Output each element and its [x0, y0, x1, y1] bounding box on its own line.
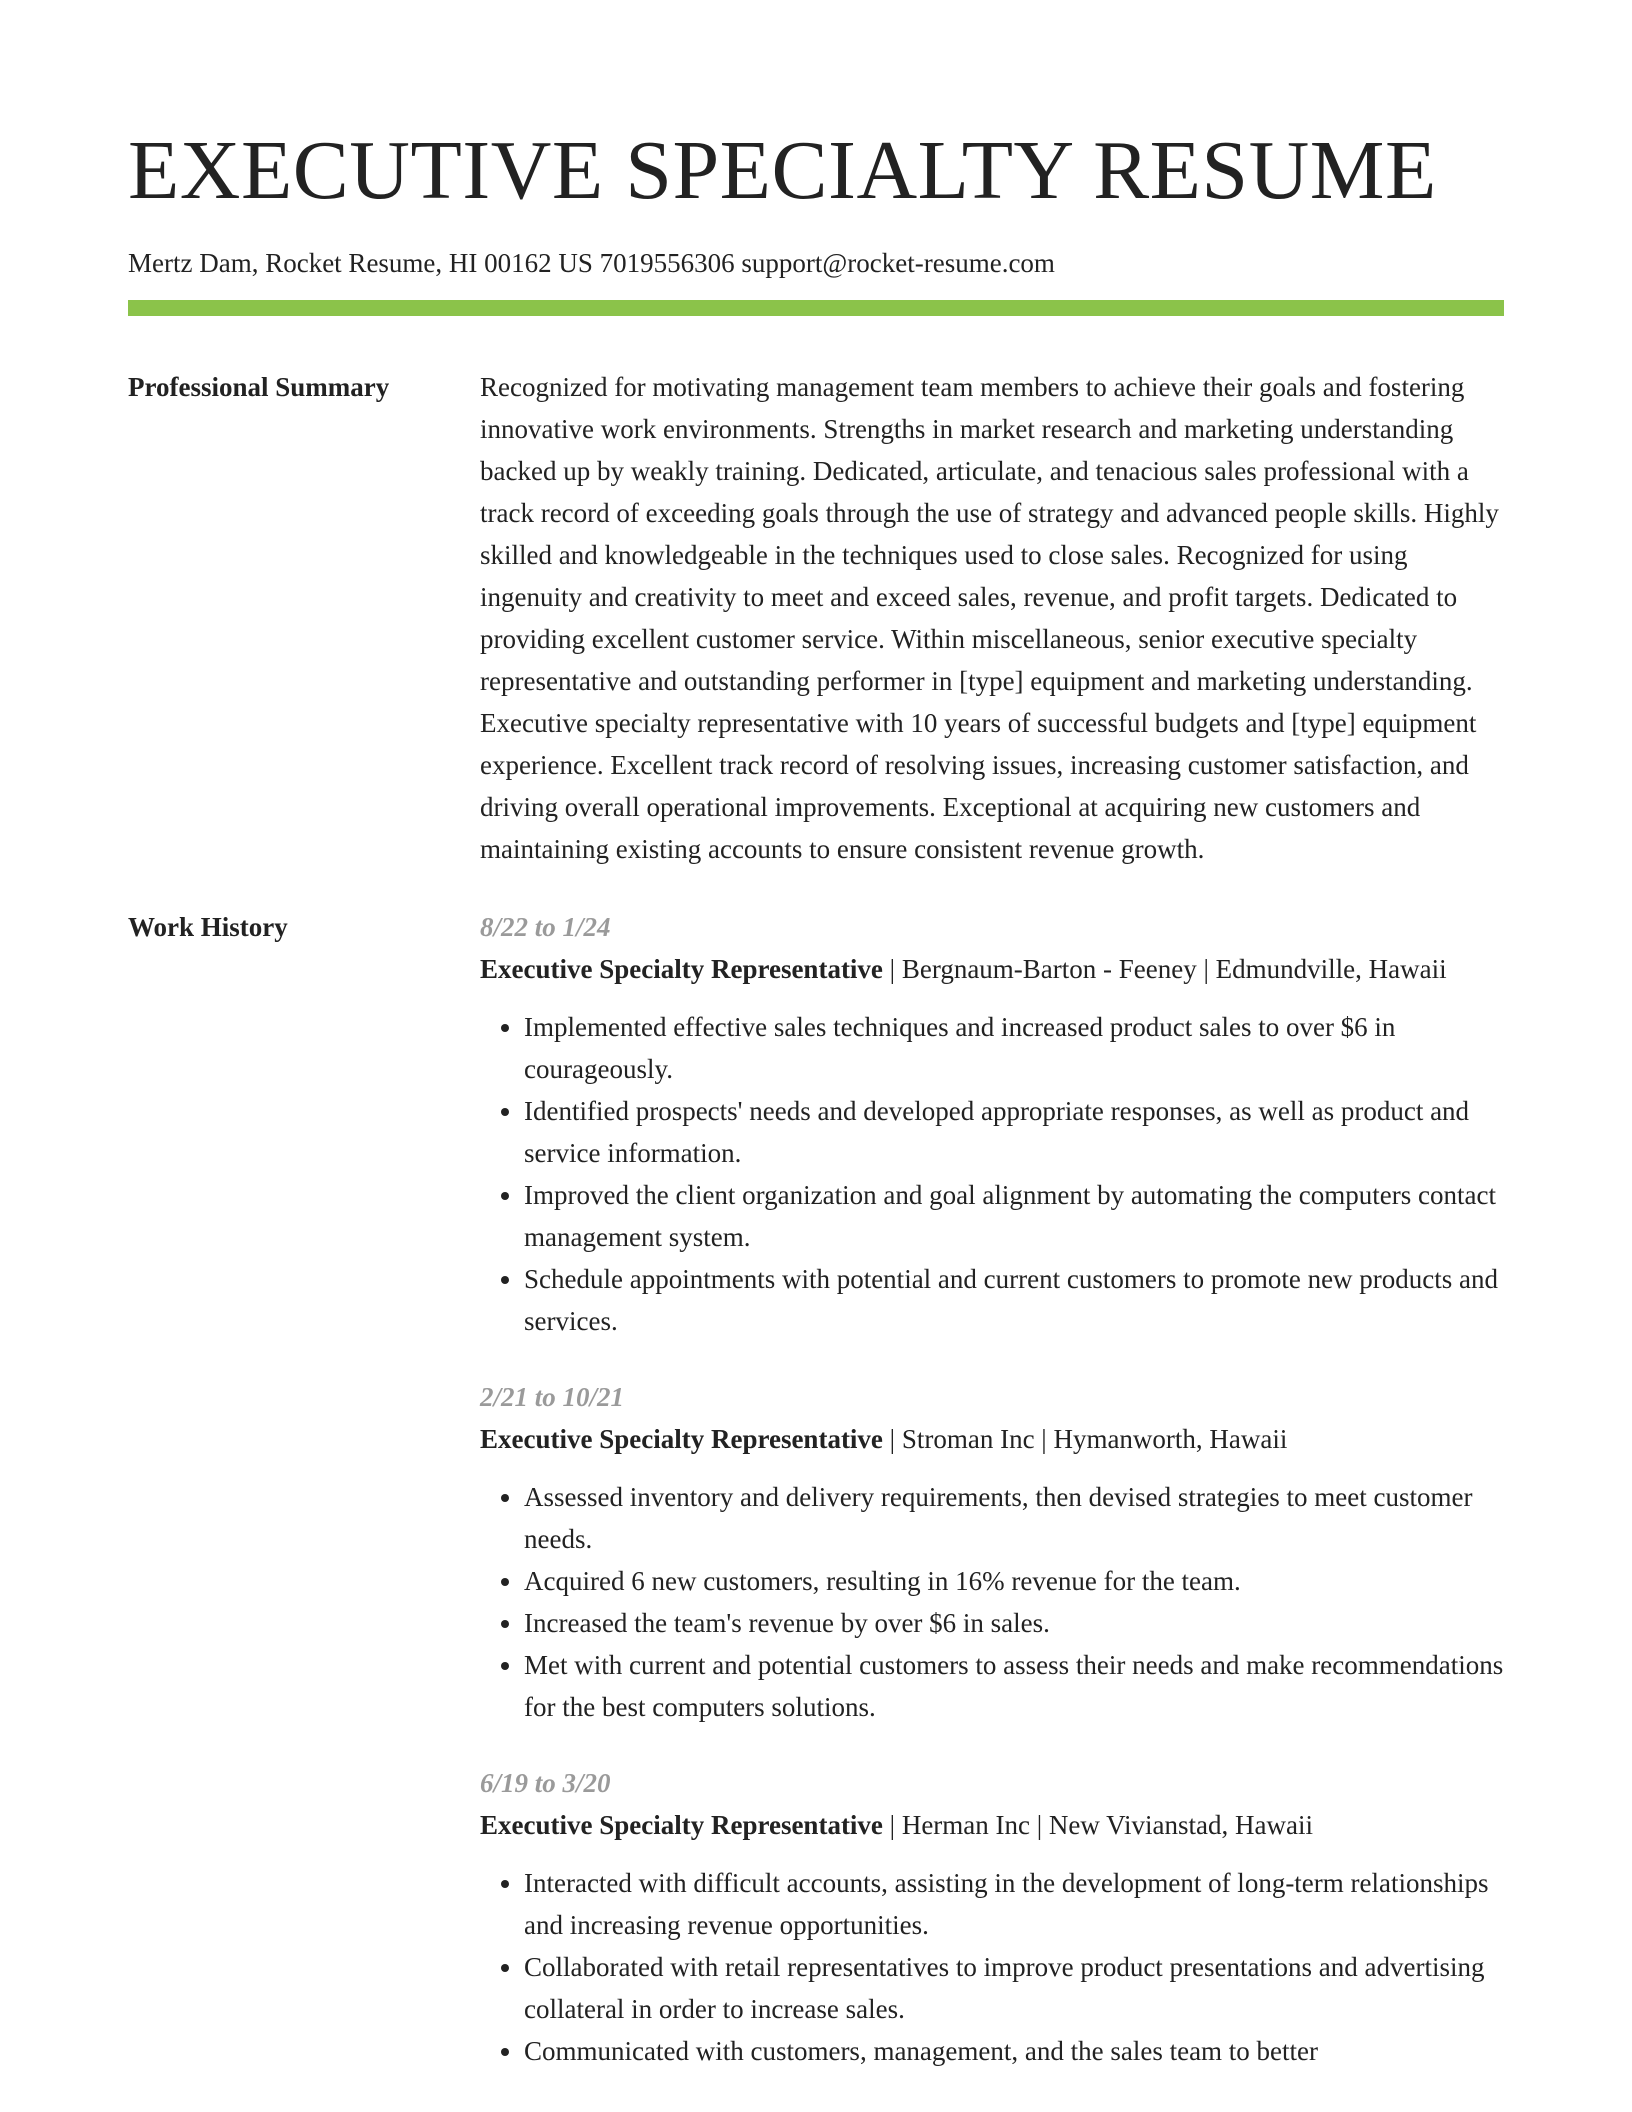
summary-body [480, 366, 1504, 870]
job-dates: 6/19 to 3/20 [480, 1768, 611, 1798]
job-bullet: • Acquired 6 new customers, resulting in 16% revenue for the team. [524, 1560, 1504, 1602]
job-bullet: • Schedule appointments with potential and current customers to promote new products and services. [524, 1258, 1504, 1342]
job-bullet: • Implemented effective sales techniques and increased product sales to over $6 in courageously. [524, 1006, 1504, 1090]
job-bullet-list [480, 1862, 1504, 2072]
summary-text: Recognized for motivating management team members to achieve their goals and fostering innovative work environments. Strengths in market research and marketing understanding backed up by weakly training. Dedicated, articulate, and tenacious sales professional with a track record of exceeding goals through the use of strategy and advanced people skills. Highly skilled and knowledgeable in the techniques used to close sales. Recognized for using ingenuity and creativity to meet and exceed sales, revenue, and profit targets. Dedicated to providing excellent customer service. Within miscellaneous, senior executive specialty representative and outstanding performer in [type] equipment and marketing understanding. Executive specialty representative with 10 years of successful budgets and [type] equipment experience. Excellent track record of resolving issues, increasing customer satisfaction, and driving overall operational improvements. Exceptional at acquiring new customers and maintaining existing accounts to ensure consistent revenue growth. [480, 372, 1499, 864]
job-heading [480, 948, 1504, 990]
job-employer-location: | Stroman Inc | Hymanworth, Hawaii [882, 1424, 1288, 1454]
header-accent-rule [128, 300, 1504, 316]
job-entry [480, 906, 1504, 1342]
job-entry [480, 1376, 1504, 1728]
job-entry [480, 1762, 1504, 2072]
job-bullet: • Improved the client organization and goal alignment by automating the computers contact management system. [524, 1174, 1504, 1258]
job-dates: 8/22 to 1/24 [480, 912, 611, 942]
job-heading [480, 1804, 1504, 1846]
job-heading [480, 1418, 1504, 1460]
professional-summary-section [128, 366, 1504, 870]
job-bullet: • Assessed inventory and delivery requirements, then devised strategies to meet customer needs. [524, 1476, 1504, 1560]
job-bullet-list [480, 1006, 1504, 1342]
resume-title: EXECUTIVE SPECIALTY RESUME [128, 124, 1437, 217]
job-dates: 2/21 to 10/21 [480, 1382, 625, 1412]
job-employer-location: | Bergnaum-Barton - Feeney | Edmundville, Hawaii [882, 954, 1447, 984]
section-label-professional-summary: Professional Summary [128, 372, 390, 402]
job-bullet: • Met with current and potential customers to assess their needs and make recommendations for the best computers solutions. [524, 1644, 1504, 1728]
work-history-section [128, 906, 1504, 2106]
resume-page [128, 0, 1504, 2106]
contact-line: Mertz Dam, Rocket Resume, HI 00162 US 7019556306 support@rocket-resume.com [128, 248, 1055, 278]
job-bullet: • Interacted with difficult accounts, assisting in the development of long-term relationships and increasing revenue opportunities. [524, 1862, 1504, 1946]
job-bullet: • Identified prospects' needs and developed appropriate responses, as well as product and service information. [524, 1090, 1504, 1174]
job-employer-location: | Herman Inc | New Vivianstad, Hawaii [882, 1810, 1313, 1840]
work-history-body [480, 906, 1504, 2106]
job-title: Executive Specialty Representative [480, 1810, 883, 1840]
job-bullet-list [480, 1476, 1504, 1728]
job-title: Executive Specialty Representative [480, 954, 883, 984]
job-bullet: • Collaborated with retail representatives to improve product presentations and advertising collateral in order to increase sales. [524, 1946, 1504, 2030]
job-bullet: • Communicated with customers, management, and the sales team to better [524, 2030, 1504, 2072]
section-label-work-history: Work History [128, 912, 288, 942]
job-bullet: • Increased the team's revenue by over $6 in sales. [524, 1602, 1504, 1644]
job-title: Executive Specialty Representative [480, 1424, 883, 1454]
